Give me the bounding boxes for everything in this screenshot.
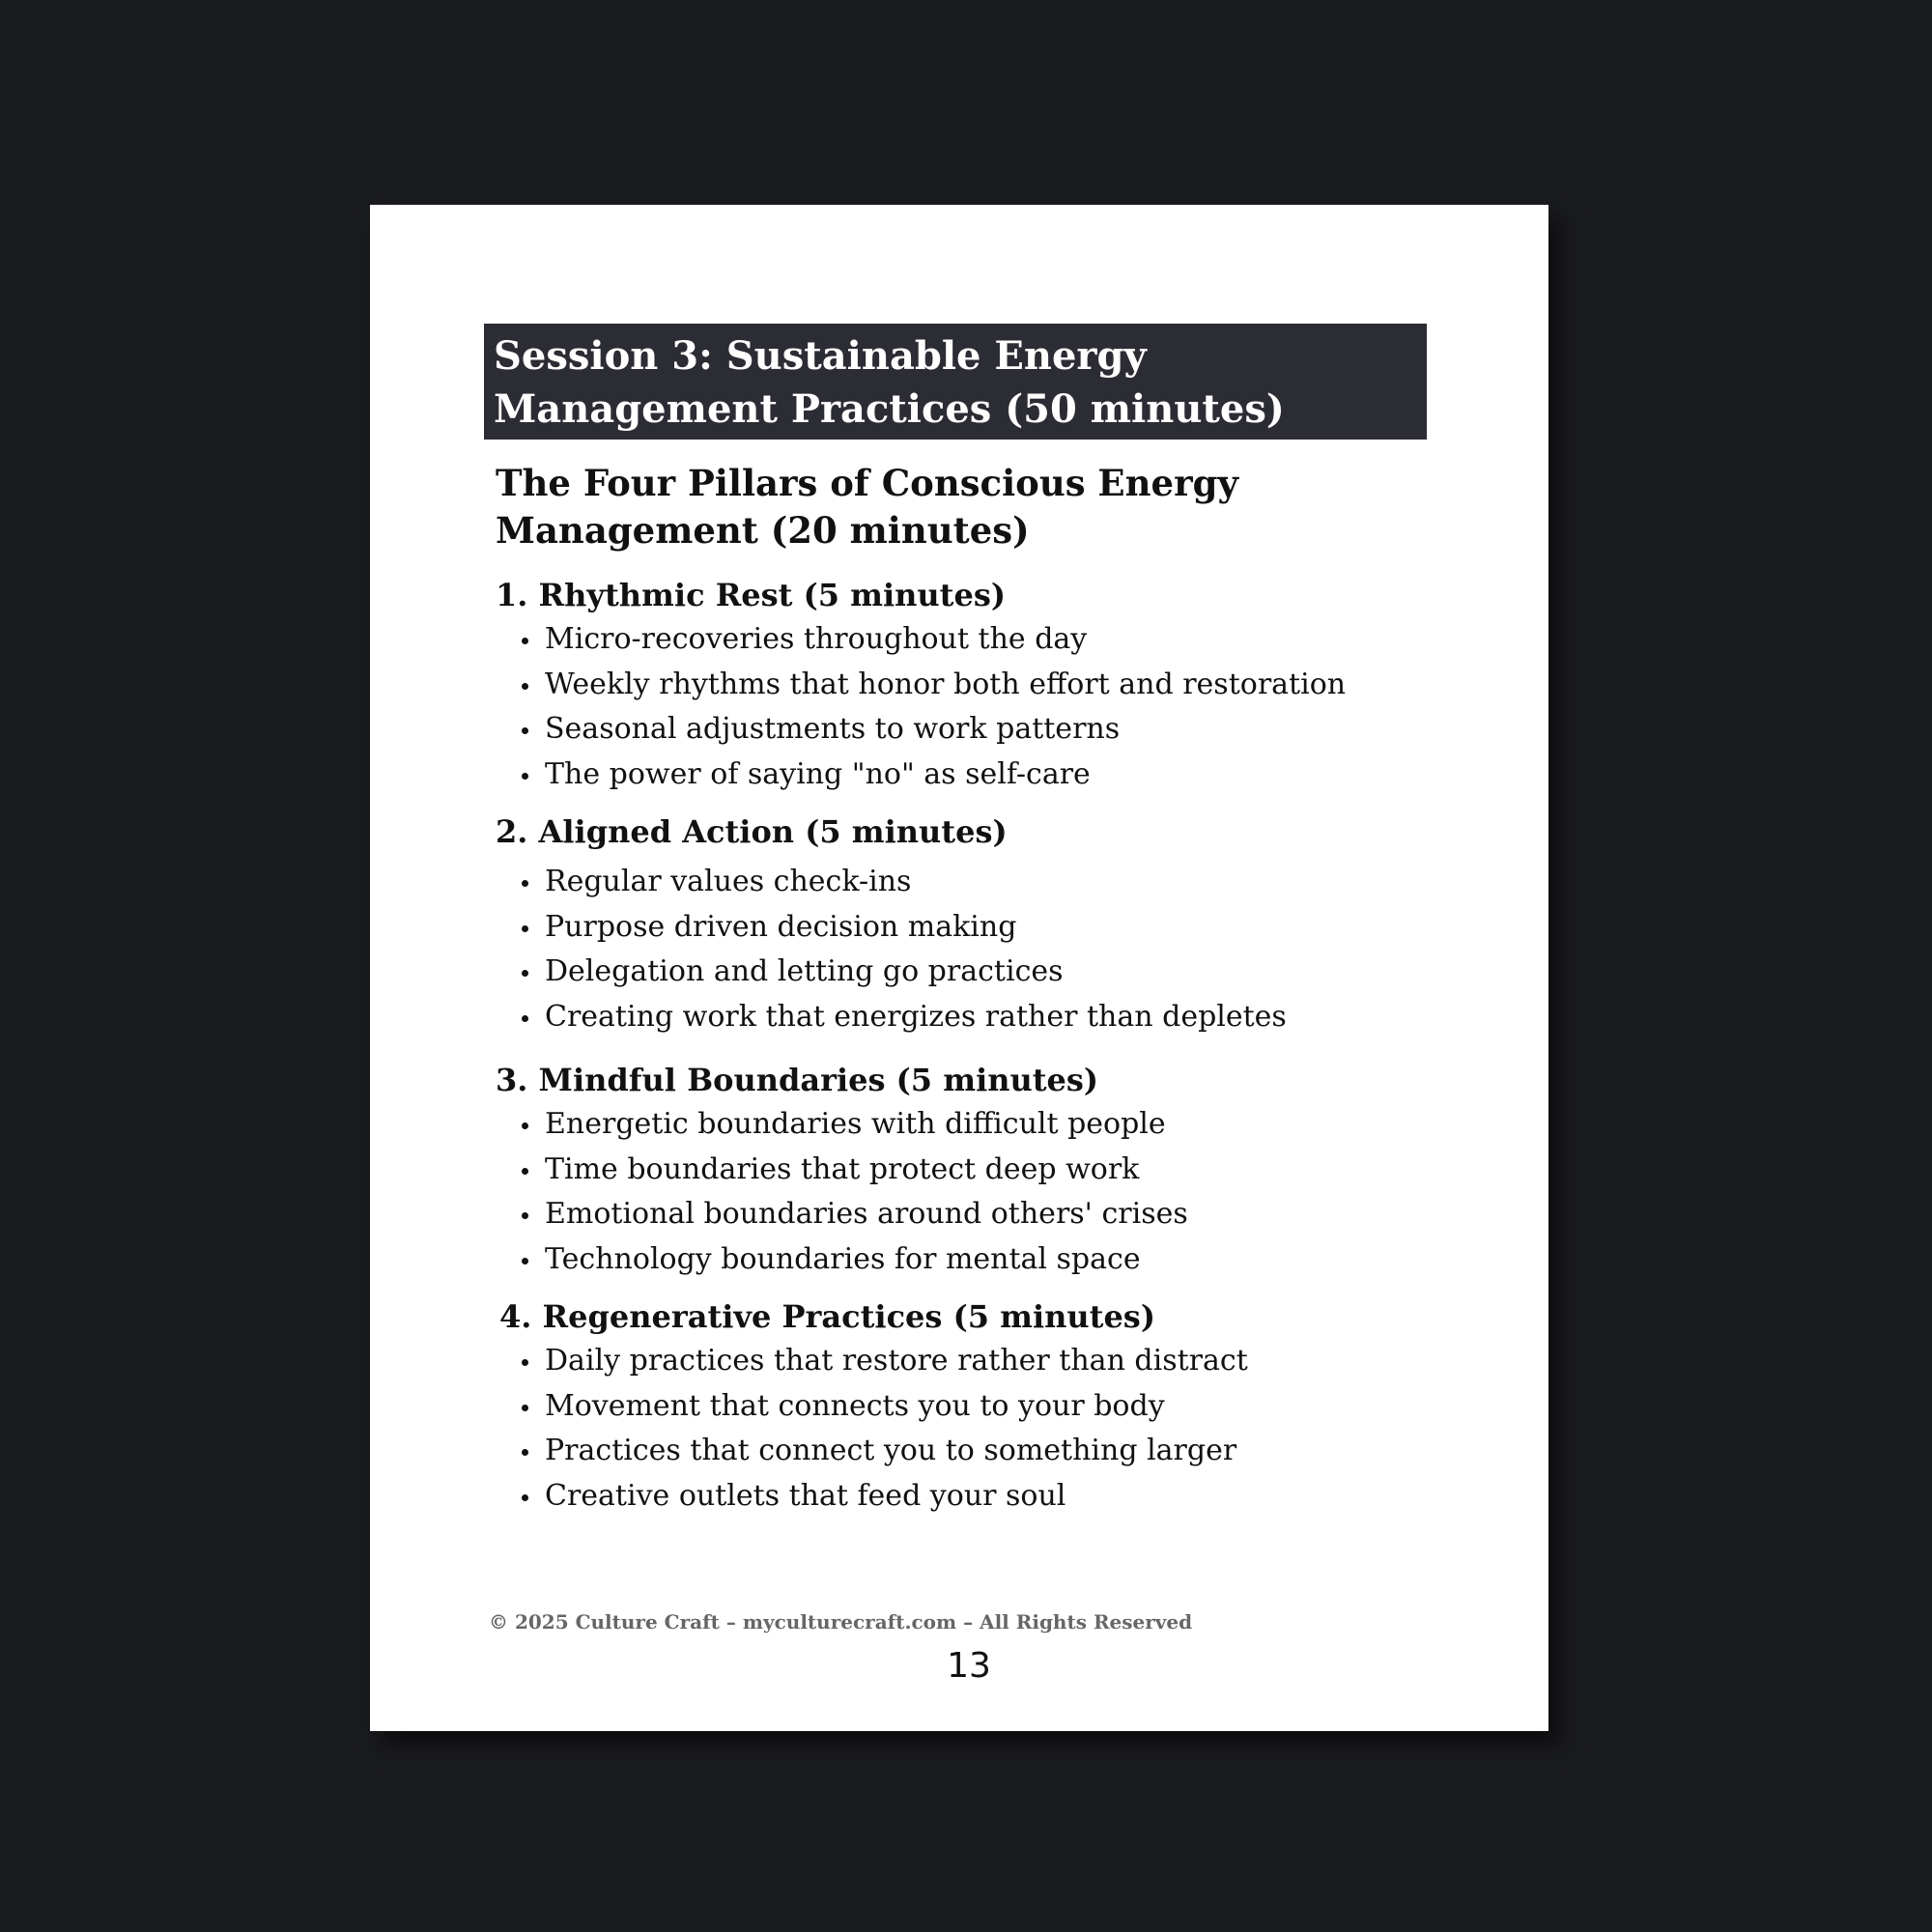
list-item-text: Technology boundaries for mental space — [545, 1241, 1141, 1276]
bullet-icon — [522, 1212, 528, 1219]
list-item — [496, 995, 1423, 1040]
page-number: 13 — [947, 1646, 991, 1686]
bullet-icon — [522, 970, 528, 977]
session-title: Session 3: Sustainable Energy Management Practices (50 minutes) — [494, 333, 1285, 432]
list-item-text: Regular values check-ins — [545, 865, 912, 898]
list-item — [496, 1384, 1423, 1430]
bullet-icon — [522, 1449, 528, 1456]
bullet-icon — [522, 1258, 528, 1264]
list-item-text: Movement that connects you to your body — [545, 1388, 1165, 1423]
list-item — [496, 1148, 1423, 1193]
copyright-footer: © 2025 Culture Craft – myculturecraft.com – All Rights Reserved — [489, 1610, 1193, 1634]
list-item — [496, 1429, 1423, 1474]
section-mindful-boundaries — [496, 1058, 1423, 1282]
list-item — [496, 753, 1423, 798]
list-item — [496, 1237, 1423, 1283]
list-item-text: Purpose driven decision making — [545, 909, 1017, 944]
list-item — [496, 1192, 1423, 1237]
bullet-icon — [522, 1359, 528, 1366]
section-aligned-action — [496, 810, 1423, 1039]
section-title: 3. Mindful Boundaries (5 minutes) — [496, 1062, 1099, 1098]
section-rhythmic-rest — [496, 573, 1423, 797]
list-item — [496, 663, 1423, 708]
list-item-text: Daily practices that restore rather than distract — [545, 1344, 1248, 1378]
list-item — [496, 1102, 1423, 1148]
bullet-icon — [522, 880, 528, 887]
section-title: 2. Aligned Action (5 minutes) — [496, 813, 1008, 850]
list-item-text: Creating work that energizes rather than depletes — [545, 999, 1287, 1034]
list-item — [496, 950, 1423, 995]
list-item — [496, 1339, 1423, 1384]
bullet-icon — [522, 773, 528, 780]
bullet-icon — [522, 925, 528, 932]
list-item — [496, 905, 1423, 951]
bullet-list — [496, 1102, 1423, 1282]
list-item — [496, 617, 1423, 663]
section-regenerative-practices — [496, 1294, 1423, 1519]
list-item — [496, 1474, 1423, 1520]
bullet-icon — [522, 683, 528, 690]
list-item-text: Weekly rhythms that honor both effort and restoration — [545, 667, 1347, 701]
list-item — [496, 707, 1423, 753]
list-item-text: Time boundaries that protect deep work — [545, 1151, 1140, 1186]
bullet-icon — [522, 1405, 528, 1411]
list-item-text: Seasonal adjustments to work patterns — [545, 712, 1121, 746]
bullet-icon — [522, 1168, 528, 1175]
bullet-icon — [522, 1122, 528, 1129]
bullet-icon — [522, 1015, 528, 1022]
list-item-text: Energetic boundaries with difficult people — [545, 1107, 1166, 1141]
list-item-text: Delegation and letting go practices — [545, 954, 1064, 988]
bullet-icon — [522, 638, 528, 644]
document-page — [370, 205, 1548, 1731]
list-item-text: The power of saying "no" as self-care — [545, 756, 1091, 791]
bullet-list — [496, 1339, 1423, 1519]
bullet-icon — [522, 727, 528, 734]
list-item-text: Micro-recoveries throughout the day — [545, 622, 1088, 656]
pillars-title: The Four Pillars of Conscious Energy Management (20 minutes) — [496, 462, 1238, 552]
section-title: 4. Regenerative Practices (5 minutes) — [499, 1298, 1155, 1335]
bullet-list — [496, 617, 1423, 797]
list-item-text: Practices that connect you to something larger — [545, 1434, 1237, 1467]
bullet-icon — [522, 1494, 528, 1501]
list-item — [496, 860, 1423, 905]
list-item-text: Emotional boundaries around others' crises — [545, 1197, 1188, 1231]
list-item-text: Creative outlets that feed your soul — [545, 1478, 1066, 1513]
session-header-banner — [484, 324, 1427, 440]
section-title: 1. Rhythmic Rest (5 minutes) — [496, 577, 1006, 613]
bullet-list — [496, 860, 1423, 1039]
